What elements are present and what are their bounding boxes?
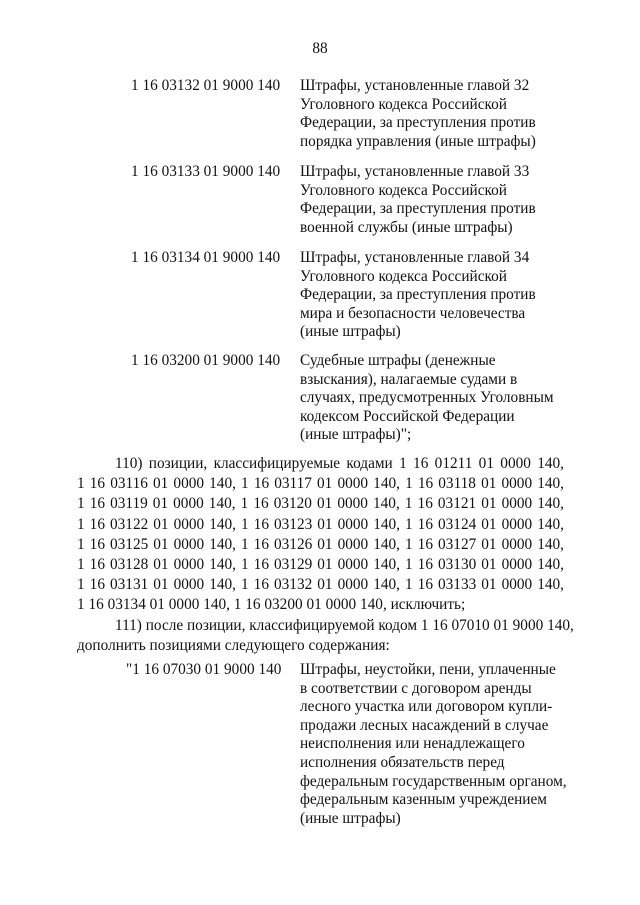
- description-line: Уголовного кодекса Российской: [300, 267, 507, 285]
- classification-description: [300, 77, 570, 151]
- description-line: Федерации, за преступления против: [300, 114, 536, 132]
- description-line: федеральным государственным органом,: [300, 772, 567, 790]
- classification-description: [300, 249, 570, 342]
- paragraph-line: 1 16 03131 01 0000 140, 1 16 03132 01 0000 140, 1 16 03133 01 0000 140,: [77, 576, 564, 594]
- description-line: (иные штрафы): [300, 323, 401, 341]
- paragraph-line: 1 16 03116 01 0000 140, 1 16 03117 01 0000 140, 1 16 03118 01 0000 140,: [77, 475, 564, 493]
- description-line: Федерации, за преступления против: [300, 286, 536, 304]
- description-line: Штрафы, установленные главой 33: [300, 163, 530, 180]
- description-line: Федерации, за преступления против: [300, 200, 536, 218]
- paragraph-line: 1 16 03119 01 0000 140, 1 16 03120 01 0000 140, 1 16 03121 01 0000 140,: [77, 495, 564, 513]
- description-line: взыскания), налагаемые судами в: [300, 370, 518, 388]
- description-line: Уголовного кодекса Российской: [300, 181, 507, 199]
- classification-description: [300, 352, 570, 445]
- description-line: Штрафы, установленные главой 32: [300, 77, 530, 94]
- paragraph-line: 110) позиции, классифицируемые кодами 1 16 01211 01 0000 140,: [115, 455, 564, 472]
- classification-description: [300, 661, 570, 828]
- description-line: (иные штрафы): [300, 809, 401, 827]
- paragraph-111: [77, 616, 574, 656]
- description-line: Штрафы, установленные главой 34: [300, 249, 530, 266]
- description-line: Штрафы, неустойки, пени, уплаченные: [300, 661, 556, 678]
- classification-description: [300, 163, 570, 237]
- classification-code: 1 16 03132 01 9000 140: [131, 77, 281, 94]
- description-line: кодексом Российской Федерации: [300, 407, 515, 425]
- description-line: лесного участка или договором купли-: [300, 698, 553, 716]
- description-line: неисполнения или ненадлежащего: [300, 735, 525, 753]
- paragraph-line: дополнить позициями следующего содержания:: [77, 637, 390, 655]
- description-line: случаях, предусмотренных Уголовным: [300, 389, 554, 407]
- paragraph-110: [77, 454, 564, 616]
- paragraph-line: 1 16 03122 01 0000 140, 1 16 03123 01 0000 140, 1 16 03124 01 0000 140,: [77, 515, 564, 533]
- description-line: федеральным казенным учреждением: [300, 791, 547, 809]
- paragraph-line: 1 16 03134 01 0000 140, 1 16 03200 01 0000 140, исключить;: [77, 596, 466, 614]
- classification-code: 1 16 03133 01 9000 140: [131, 163, 281, 180]
- classification-code: 1 16 03134 01 9000 140: [131, 249, 281, 266]
- description-line: продажи лесных насаждений в случае: [300, 716, 549, 734]
- paragraph-line: 1 16 03128 01 0000 140, 1 16 03129 01 0000 140, 1 16 03130 01 0000 140,: [77, 556, 564, 574]
- description-line: мира и безопасности человечества: [300, 304, 526, 322]
- classification-code: "1 16 07030 01 9000 140: [126, 661, 282, 678]
- paragraph-line: 111) после позиции, классифицируемой кодом 1 16 07010 01 9000 140,: [115, 617, 574, 634]
- description-line: Уголовного кодекса Российской: [300, 95, 507, 113]
- description-line: в соответствии с договором аренды: [300, 679, 532, 697]
- description-line: военной службы (иные штрафы): [300, 218, 513, 236]
- description-line: Судебные штрафы (денежные: [300, 352, 496, 369]
- page-number: 88: [312, 40, 328, 57]
- paragraph-line: 1 16 03125 01 0000 140, 1 16 03126 01 0000 140, 1 16 03127 01 0000 140,: [77, 535, 564, 553]
- description-line: порядка управления (иные штрафы): [300, 132, 536, 150]
- description-line: (иные штрафы)";: [300, 426, 412, 444]
- description-line: исполнения обязательств перед: [300, 753, 505, 771]
- classification-code: 1 16 03200 01 9000 140: [131, 352, 281, 369]
